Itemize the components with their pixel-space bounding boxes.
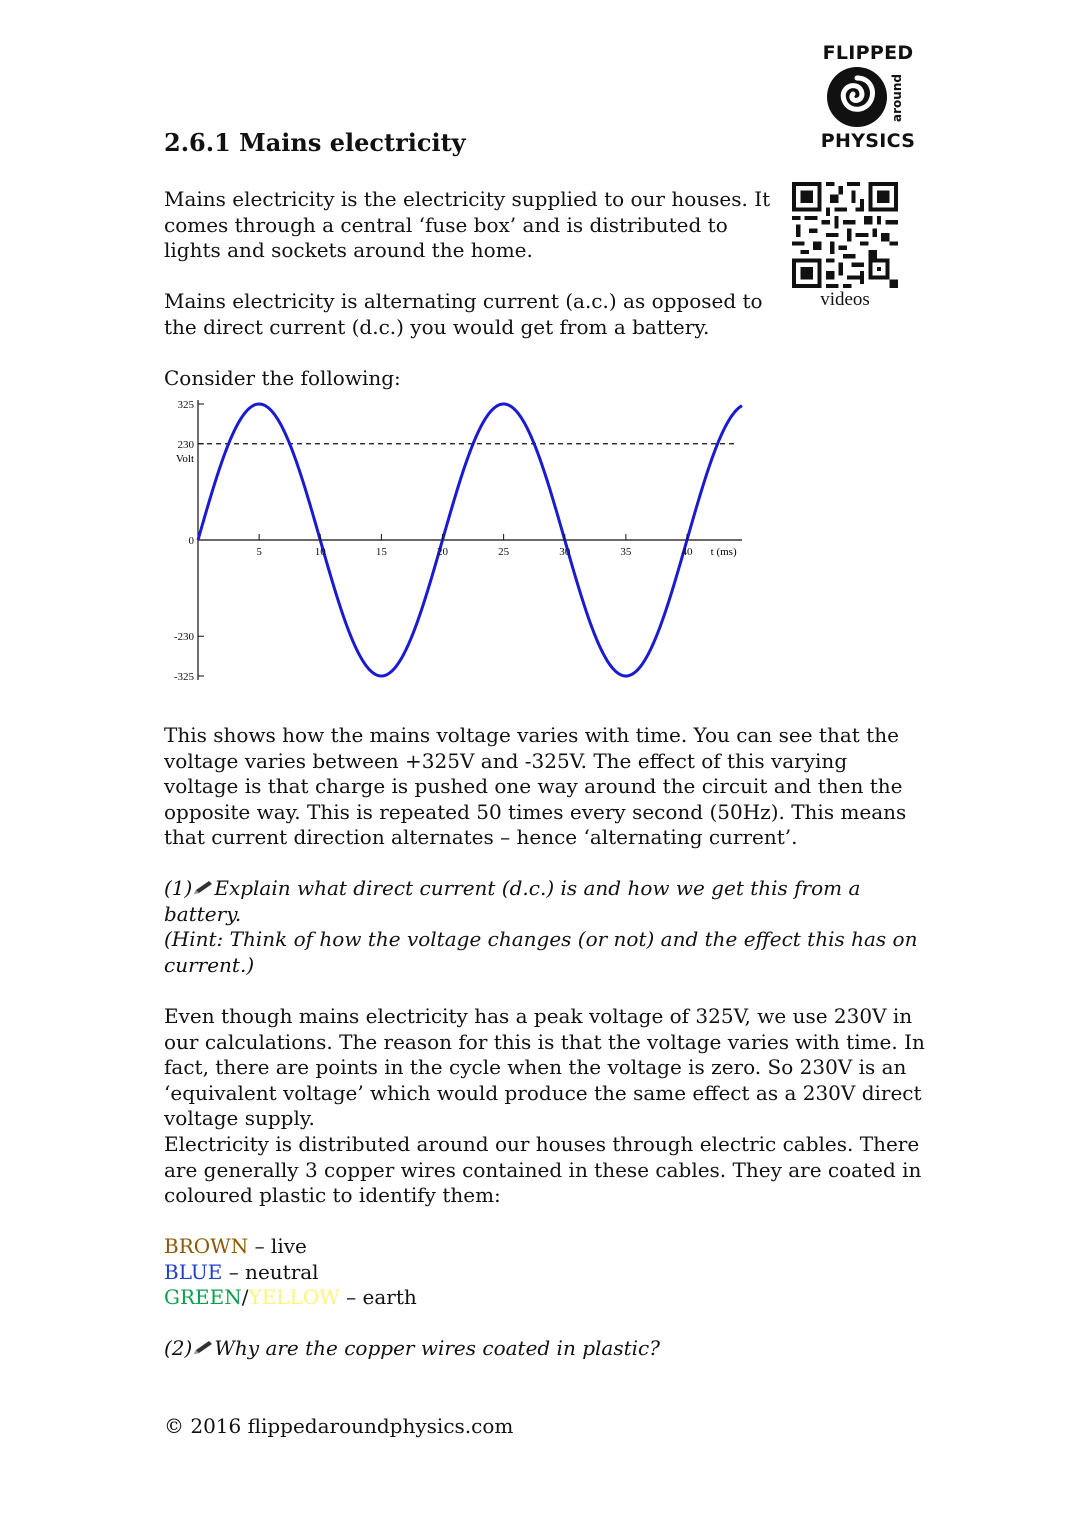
question-1 — [164, 876, 924, 978]
wire-colour-brown: BROWN — [164, 1234, 249, 1258]
wire-item-live — [164, 1234, 664, 1260]
y-tick-label: 0 — [188, 535, 194, 547]
paragraph-consider: Consider the following: — [164, 366, 401, 390]
paragraph-intro: Mains electricity is the electricity supplied to our houses. It comes through a central ‘fuse box’ and is distributed to lights and sockets around the home. — [164, 187, 771, 262]
logo-side-word: around — [890, 74, 904, 122]
pencil-icon — [192, 880, 214, 896]
wire-role-earth: – earth — [346, 1285, 417, 1309]
wire-colour-list — [164, 1234, 664, 1311]
wire-colour-green: GREEN — [164, 1285, 242, 1309]
x-tick-label: 25 — [498, 546, 510, 558]
paragraph-explanation: This shows how the mains voltage varies with time. You can see that the voltage varies between +325V and -325V. The effect of this varying voltage is that charge is pushed one way around the circuit and then the opposite way. This is repeated 50 times every second (50Hz). This means that current direction alternates – hence ‘alternating current’. — [164, 723, 907, 849]
mains-voltage-chart — [160, 390, 760, 690]
x-tick-label: 30 — [559, 546, 571, 558]
wire-item-earth — [164, 1285, 664, 1311]
wire-colour-blue: BLUE — [164, 1259, 223, 1284]
swirl-icon — [826, 66, 888, 128]
qr-code[interactable] — [792, 182, 898, 288]
x-tick-label: 40 — [681, 546, 693, 558]
question-1-text: Explain what direct current (d.c.) is and how we get this from a battery. — [164, 876, 861, 926]
y-axis-label: Volt — [175, 452, 194, 465]
question-1-hint: (Hint: Think of how the voltage changes (or not) and the effect this has on current.) — [164, 927, 918, 977]
wire-separator: / — [241, 1285, 249, 1309]
logo-bottom-word: PHYSICS — [820, 130, 916, 152]
question-2-text: Why are the copper wires coated in plastic? — [214, 1336, 660, 1360]
y-tick-label: 230 — [177, 438, 194, 451]
flipped-around-physics-logo — [818, 42, 918, 152]
wire-role-live: – live — [254, 1234, 307, 1258]
y-tick-label: -230 — [173, 631, 194, 644]
qr-caption: videos — [820, 289, 870, 310]
paragraph-peak-voltage: Even though mains electricity has a peak voltage of 325V, we use 230V in our calculations. The reason for this is that the voltage varies with time. In fact, there are points in the cycle when the voltage is zero. So 230V is an ‘equivalent voltage’ which would produce the same effect as a 230V direct voltage supply. — [164, 1004, 925, 1130]
copyright-footer: © 2016 flippedaroundphysics.com — [164, 1414, 514, 1438]
x-tick-label: 35 — [620, 546, 632, 558]
question-2 — [164, 1336, 924, 1362]
wire-role-neutral: – neutral — [228, 1259, 319, 1284]
question-2-number: (2) — [164, 1336, 193, 1360]
x-tick-label: 5 — [256, 546, 262, 558]
logo-side-word-wrap — [890, 70, 906, 130]
y-tick-label: -325 — [173, 671, 194, 683]
paragraph-cables: Electricity is distributed around our houses through electric cables. There are generally 3 copper wires contained in these cables. They are coated in coloured plastic to identify them: — [164, 1132, 922, 1207]
wire-item-neutral — [164, 1260, 664, 1286]
y-tick-label: 325 — [177, 399, 194, 411]
page-title: 2.6.1 Mains electricity — [164, 128, 466, 157]
paragraph-ac-dc: Mains electricity is alternating current (a.c.) as opposed to the direct current (d.c.) you would get from a battery. — [164, 289, 763, 339]
pencil-icon — [192, 1340, 214, 1356]
x-tick-label: 20 — [436, 546, 448, 558]
x-axis-label: t (ms) — [710, 546, 737, 558]
x-tick-label: 15 — [375, 546, 387, 558]
x-tick-label: 10 — [314, 546, 326, 558]
question-1-number: (1) — [164, 876, 193, 900]
logo-top-word: FLIPPED — [822, 42, 914, 64]
wire-colour-yellow: YELLOW — [248, 1285, 340, 1309]
